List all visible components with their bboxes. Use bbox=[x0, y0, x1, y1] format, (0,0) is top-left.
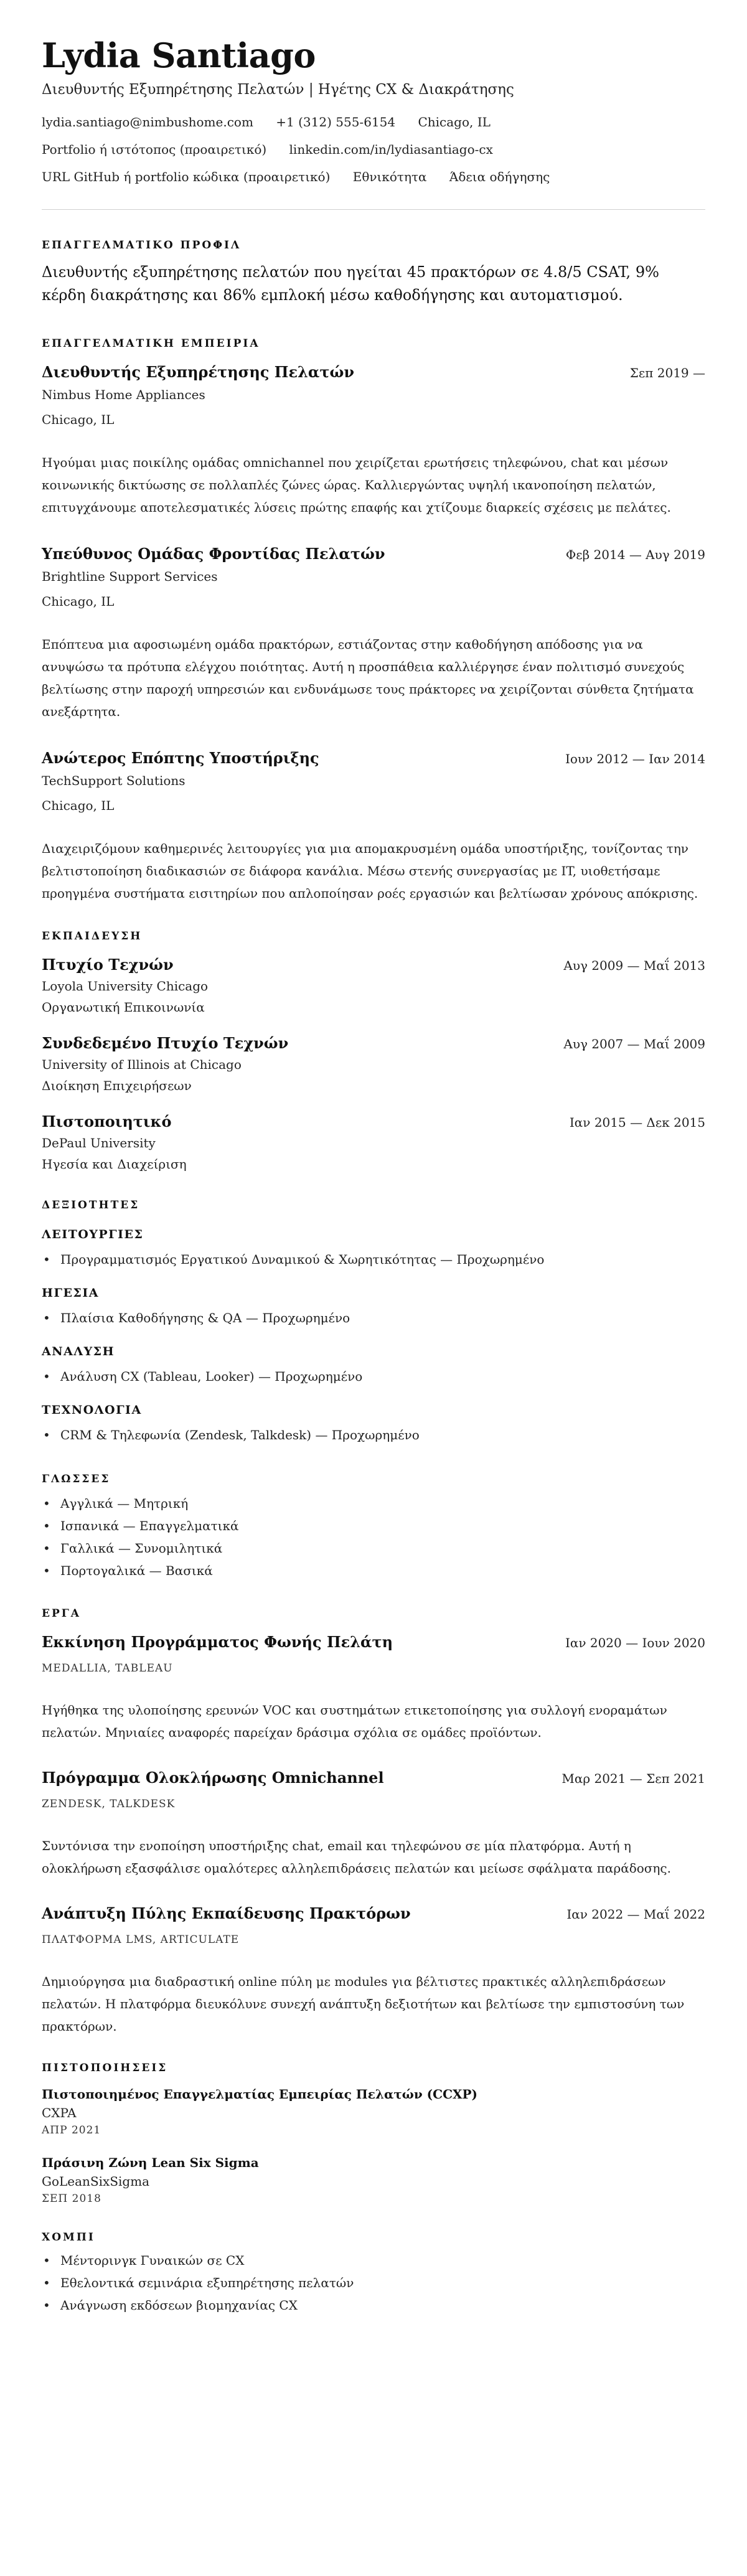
school-name: University of Illinois at Chicago bbox=[42, 1057, 242, 1072]
certifications-section bbox=[42, 2061, 705, 2207]
skill-category: ΤΕΧΝΟΛΟΓΙΑ bbox=[42, 1403, 142, 1417]
skill-list bbox=[42, 1307, 705, 1329]
field-of-study: Διοίκηση Επιχειρήσεων bbox=[42, 1078, 192, 1093]
candidate-title: Διευθυντής Εξυπηρέτησης Πελατών | Ηγέτης CX & Διακράτησης bbox=[42, 82, 514, 98]
section-heading: ΕΠΑΓΓΕΛΜΑΤΙΚΗ ΕΜΠΕΙΡΙΑ bbox=[42, 337, 260, 350]
skill-item: • Ανάλυση CX (Tableau, Looker) — Προχωρημένο bbox=[60, 1365, 705, 1388]
job-dates: Ιουν 2012 — Ιαν 2014 bbox=[565, 751, 705, 766]
certification-entry bbox=[42, 2153, 705, 2207]
driving-license: Άδεια οδήγησης bbox=[449, 169, 550, 184]
job-dates: Σεπ 2019 — bbox=[629, 365, 705, 380]
project-entry bbox=[42, 1767, 705, 1879]
project-title: Εκκίνηση Προγράμματος Φωνής Πελάτη bbox=[42, 1633, 393, 1651]
section-heading: ΕΚΠΑΙΔΕΥΣΗ bbox=[42, 930, 143, 942]
section-heading: ΠΙΣΤΟΠΟΙΗΣΕΙΣ bbox=[42, 2062, 168, 2074]
section-heading: ΕΡΓΑ bbox=[42, 1607, 81, 1620]
section-heading: ΕΠΑΓΓΕΛΜΑΤΙΚΟ ΠΡΟΦΙΛ bbox=[42, 239, 242, 251]
degree-title: Συνδεδεμένο Πτυχίο Τεχνών bbox=[42, 1034, 289, 1052]
candidate-name: Lydia Santiago bbox=[42, 35, 316, 75]
header-divider bbox=[42, 209, 705, 210]
language-item: • Αγγλικά — Μητρική bbox=[60, 1492, 705, 1515]
certification-date: ΣΕΠ 2018 bbox=[42, 2193, 101, 2205]
job-entry bbox=[42, 748, 705, 905]
section-heading: ΧΟΜΠΙ bbox=[42, 2231, 95, 2244]
skill-list bbox=[42, 1424, 705, 1446]
language-item: • Ισπανικά — Επαγγελματικά bbox=[60, 1515, 705, 1537]
project-entry bbox=[42, 1903, 705, 2038]
job-location: Chicago, IL bbox=[42, 412, 115, 427]
hobby-item: • Εθελοντικά σεμινάρια εξυπηρέτησης πελατών bbox=[60, 2272, 705, 2294]
language-item: • Γαλλικά — Συνομιλητικά bbox=[60, 1537, 705, 1559]
skill-category: ΑΝΑΛΥΣΗ bbox=[42, 1345, 115, 1358]
github-link[interactable]: URL GitHub ή portfolio κώδικα (προαιρετικό) bbox=[42, 169, 331, 184]
hobby-item: • Μέντορινγκ Γυναικών σε CX bbox=[60, 2249, 705, 2272]
job-description: Ηγούμαι μιας ποικίλης ομάδας omnichannel που χειρίζεται ερωτήσεις τηλεφώνου, chat και μέσων κοινωνικής δικτύωσης σε πολλαπλές ζώνες ώρας. Καλλιεργώντας υψηλή ικανοποίηση πελατών, επιτυγχάνουμε αποτελεσματικές λύσεις πρώτης επαφής και χτίζουμε διαρκείς σχέσεις με πελάτες. bbox=[42, 455, 671, 515]
certification-date: ΑΠΡ 2021 bbox=[42, 2124, 101, 2136]
field-of-study: Οργανωτική Επικοινωνία bbox=[42, 1000, 205, 1015]
languages-section bbox=[42, 1472, 705, 1582]
skill-item: • Προγραμματισμός Εργατικού Δυναμικού & Χωρητικότητας — Προχωρημένο bbox=[60, 1248, 705, 1271]
skill-item: • CRM & Τηλεφωνία (Zendesk, Talkdesk) — Προχωρημένο bbox=[60, 1424, 705, 1446]
skill-list bbox=[42, 1365, 705, 1388]
linkedin-link[interactable]: linkedin.com/in/lydiasantiago-cx bbox=[289, 142, 493, 157]
education-dates: Αυγ 2009 — Μαΐ 2013 bbox=[563, 958, 705, 973]
job-title: Διευθυντής Εξυπηρέτησης Πελατών bbox=[42, 363, 354, 381]
degree-title: Πιστοποιητικό bbox=[42, 1112, 172, 1131]
hobby-list bbox=[42, 2249, 705, 2316]
section-heading: ΓΛΩΣΣΕΣ bbox=[42, 1473, 111, 1485]
nationality: Εθνικότητα bbox=[352, 169, 427, 184]
school-name: Loyola University Chicago bbox=[42, 979, 209, 994]
language-list bbox=[42, 1492, 705, 1582]
certification-title: Πιστοποιημένος Επαγγελματίας Εμπειρίας Πελατών (CCXP) bbox=[42, 2087, 477, 2102]
contact-row-1 bbox=[42, 113, 705, 131]
company-name: TechSupport Solutions bbox=[42, 773, 186, 788]
project-title: Πρόγραμμα Ολοκλήρωσης Omnichannel bbox=[42, 1769, 384, 1787]
skill-list bbox=[42, 1248, 705, 1271]
certification-title: Πράσινη Ζώνη Lean Six Sigma bbox=[42, 2155, 259, 2170]
certification-entry bbox=[42, 2085, 705, 2138]
job-description: Διαχειριζόμουν καθημερινές λειτουργίες για μια απομακρυσμένη ομάδα υποστήριξης, τονίζοντας την βελτιστοποίηση διαδικασιών σε διάφορα κανάλια. Μέσω στενής συνεργασίας με IT, υιοθετήσαμε προηγμένα συστήματα εισιτηρίων που απλοποίησαν ροές εργασιών και βελτίωσαν χρόνους απόκρισης. bbox=[42, 841, 698, 901]
language-item: • Πορτογαλικά — Βασικά bbox=[60, 1559, 705, 1582]
experience-section bbox=[42, 337, 705, 905]
skill-category: ΛΕΙΤΟΥΡΓΙΕΣ bbox=[42, 1228, 144, 1241]
section-heading: ΔΕΞΙΟΤΗΤΕΣ bbox=[42, 1199, 140, 1211]
project-entry bbox=[42, 1632, 705, 1744]
portfolio-link[interactable]: Portfolio ή ιστότοπος (προαιρετικό) bbox=[42, 142, 267, 157]
skill-item: • Πλαίσια Καθοδήγησης & QA — Προχωρημένο bbox=[60, 1307, 705, 1329]
job-dates: Φεβ 2014 — Αυγ 2019 bbox=[565, 547, 705, 562]
education-entry bbox=[42, 1111, 705, 1173]
certification-issuer: CXPA bbox=[42, 2105, 77, 2120]
project-description: Δημιούργησα μια διαδραστική online πύλη με modules για βέλτιστες πρακτικές αλληλεπιδράσεων πελατών. Η πλατφόρμα διευκόλυνε συνεχή ανάπτυξη δεξιοτήτων και βελτίωσε την εμπιστοσύνη των πρακτόρων. bbox=[42, 1974, 685, 2034]
field-of-study: Ηγεσία και Διαχείριση bbox=[42, 1157, 187, 1172]
phone-number[interactable]: +1 (312) 555-6154 bbox=[276, 115, 396, 129]
project-description: Ηγήθηκα της υλοποίησης ερευνών VOC και συστημάτων ετικετοποίησης για συλλογή ενοραμάτων πελατών. Μηνιαίες αναφορές παρείχαν δράσιμα σχόλια σε ομάδες προϊόντων. bbox=[42, 1703, 667, 1740]
project-title: Ανάπτυξη Πύλης Εκπαίδευσης Πρακτόρων bbox=[42, 1904, 411, 1922]
project-dates: Ιαν 2020 — Ιουν 2020 bbox=[565, 1635, 705, 1650]
contact-row-2 bbox=[42, 141, 705, 158]
education-dates: Ιαν 2015 — Δεκ 2015 bbox=[569, 1115, 705, 1130]
profile-summary: Διευθυντής εξυπηρέτησης πελατών που ηγείται 45 πρακτόρων σε 4.8/5 CSAT, 9% κέρδη διακράτησης και 86% εμπλοκή μέσω καθοδήγησης και αυτοματισμού. bbox=[42, 263, 659, 304]
skills-section bbox=[42, 1198, 705, 1446]
profile-section bbox=[42, 238, 705, 307]
education-section bbox=[42, 929, 705, 1173]
job-title: Ανώτερος Επόπτης Υποστήριξης bbox=[42, 749, 319, 767]
location: Chicago, IL bbox=[418, 115, 491, 129]
school-name: DePaul University bbox=[42, 1135, 156, 1150]
resume-header bbox=[42, 36, 705, 186]
contact-row-3 bbox=[42, 168, 705, 186]
job-entry bbox=[42, 543, 705, 723]
project-tags: MEDALLIA, TABLEAU bbox=[42, 1662, 173, 1675]
email-link[interactable]: lydia.santiago@nimbushome.com bbox=[42, 115, 253, 129]
job-title: Υπεύθυνος Ομάδας Φροντίδας Πελατών bbox=[42, 545, 385, 563]
project-description: Συντόνισα την ενοποίηση υποστήριξης chat, email και τηλεφώνου σε μία πλατφόρμα. Αυτή η ολοκλήρωση εξασφάλισε ομαλότερες αλληλεπιδράσεις πελατών και μείωσε σφάλματα παράδοσης. bbox=[42, 1838, 671, 1876]
education-dates: Αυγ 2007 — Μαΐ 2009 bbox=[563, 1037, 705, 1051]
company-name: Nimbus Home Appliances bbox=[42, 387, 205, 402]
certification-issuer: GoLeanSixSigma bbox=[42, 2174, 150, 2189]
job-location: Chicago, IL bbox=[42, 594, 115, 609]
project-tags: ZENDESK, TALKDESK bbox=[42, 1798, 176, 1810]
job-entry bbox=[42, 362, 705, 519]
hobby-item: • Ανάγνωση εκδόσεων βιομηχανίας CX bbox=[60, 2294, 705, 2316]
job-location: Chicago, IL bbox=[42, 798, 115, 813]
skill-category: ΗΓΕΣΙΑ bbox=[42, 1286, 99, 1300]
hobbies-section bbox=[42, 2230, 705, 2316]
education-entry bbox=[42, 1033, 705, 1095]
job-description: Επόπτευα μια αφοσιωμένη ομάδα πρακτόρων, εστιάζοντας στην καθοδήγηση απόδοσης για να ανυψώσω τα πρότυπα ελέγχου ποιότητας. Αυτή η προσπάθεια καλλιέργησε έναν πολιτισμό συνεχούς βελτίωσης στην παροχή υπηρεσιών και ενδυνάμωσε τους πράκτορες να χειρίζονται σύνθετα ζητήματα ανεξάρτητα. bbox=[42, 637, 694, 719]
project-tags: ΠΛΑΤΦΟΡΜΑ LMS, ARTICULATE bbox=[42, 1934, 240, 1946]
projects-section bbox=[42, 1607, 705, 2038]
degree-title: Πτυχίο Τεχνών bbox=[42, 956, 174, 974]
project-dates: Μαρ 2021 — Σεπ 2021 bbox=[561, 1771, 705, 1786]
project-dates: Ιαν 2022 — Μαΐ 2022 bbox=[566, 1907, 705, 1922]
education-entry bbox=[42, 954, 705, 1017]
company-name: Brightline Support Services bbox=[42, 569, 218, 584]
